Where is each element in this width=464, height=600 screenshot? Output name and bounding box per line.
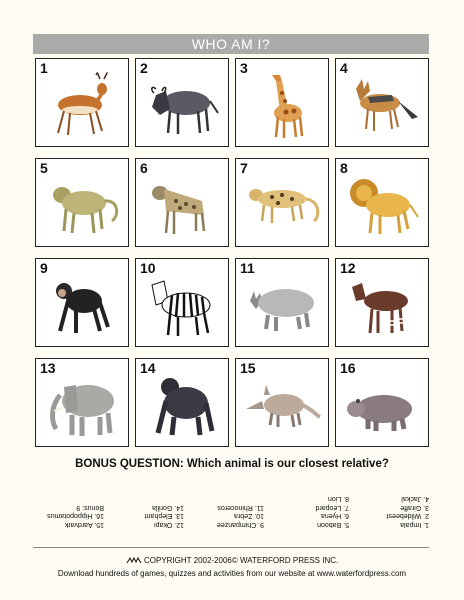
animal-grid bbox=[35, 58, 429, 445]
animal-number: 12 bbox=[340, 260, 356, 276]
animal-number: 3 bbox=[240, 60, 248, 76]
animal-cell-5 bbox=[35, 158, 129, 247]
animal-cell-16 bbox=[335, 358, 429, 447]
animal-cell-11 bbox=[235, 258, 329, 347]
rhinoceros-illustration bbox=[242, 271, 322, 341]
animal-number: 4 bbox=[340, 60, 348, 76]
giraffe-illustration bbox=[242, 71, 322, 141]
gorilla-illustration bbox=[142, 371, 222, 441]
animal-number: 6 bbox=[140, 160, 148, 176]
answer-column: 15. Aardvark 16. Hippopotamus Bonus: 9 bbox=[47, 504, 104, 528]
wildebeest-illustration bbox=[142, 71, 222, 141]
hyena-illustration bbox=[142, 171, 222, 241]
animal-cell-7 bbox=[235, 158, 329, 247]
animal-number: 7 bbox=[240, 160, 248, 176]
animal-cell-2 bbox=[135, 58, 229, 147]
answer-column: 12. Okapi 13. Elephant 14. Gorilla bbox=[144, 504, 184, 528]
page-title: WHO AM I? bbox=[33, 34, 429, 54]
chimpanzee-illustration bbox=[42, 271, 122, 341]
lion-illustration bbox=[342, 171, 422, 241]
animal-number: 15 bbox=[240, 360, 256, 376]
impala-illustration bbox=[42, 71, 122, 141]
download-text: Download hundreds of games, quizzes and activities from our website at www.waterfordpress.com bbox=[57, 569, 407, 578]
animal-number: 11 bbox=[240, 260, 255, 276]
hippopotamus-illustration bbox=[342, 371, 422, 441]
animal-cell-12 bbox=[335, 258, 429, 347]
animal-cell-15 bbox=[235, 358, 329, 447]
animal-number: 2 bbox=[140, 60, 148, 76]
animal-cell-9 bbox=[35, 258, 129, 347]
animal-number: 10 bbox=[140, 260, 156, 276]
answer-key-upside-down bbox=[33, 494, 429, 528]
animal-cell-6 bbox=[135, 158, 229, 247]
baboon-illustration bbox=[42, 171, 122, 241]
animal-number: 8 bbox=[340, 160, 348, 176]
answer-column: 5. Baboon 6. Hyena 7. Leopard 8. Lion bbox=[315, 495, 349, 528]
copyright-text: COPYRIGHT 2002-2006© WATERFORD PRESS INC. bbox=[143, 556, 339, 565]
animal-number: 14 bbox=[140, 360, 156, 376]
animal-number: 13 bbox=[40, 360, 56, 376]
copyright-line bbox=[0, 556, 464, 565]
bonus-question: BONUS QUESTION: Which animal is our closest relative? bbox=[75, 458, 389, 470]
animal-cell-14 bbox=[135, 358, 229, 447]
animal-cell-3 bbox=[235, 58, 329, 147]
animal-number: 16 bbox=[340, 360, 356, 376]
answer-column: 1. Impala 2. Wildebeest 3. Giraffe 4. Jackal bbox=[386, 495, 429, 528]
animal-cell-8 bbox=[335, 158, 429, 247]
animal-number: 5 bbox=[40, 160, 48, 176]
animal-cell-13 bbox=[35, 358, 129, 447]
answer-column: 9. Chimpanzee 10. Zebra 11. Rhinoceros bbox=[216, 504, 264, 528]
waterford-logo-icon bbox=[126, 557, 142, 565]
animal-cell-4 bbox=[335, 58, 429, 147]
okapi-illustration bbox=[342, 271, 422, 341]
zebra-illustration bbox=[142, 271, 222, 341]
animal-cell-10 bbox=[135, 258, 229, 347]
animal-number: 1 bbox=[40, 60, 48, 76]
elephant-illustration bbox=[42, 371, 122, 441]
footer-divider bbox=[33, 547, 429, 548]
leopard-illustration bbox=[242, 171, 322, 241]
jackal-illustration bbox=[342, 71, 422, 141]
aardvark-illustration bbox=[242, 371, 322, 441]
animal-number: 9 bbox=[40, 260, 48, 276]
animal-cell-1 bbox=[35, 58, 129, 147]
